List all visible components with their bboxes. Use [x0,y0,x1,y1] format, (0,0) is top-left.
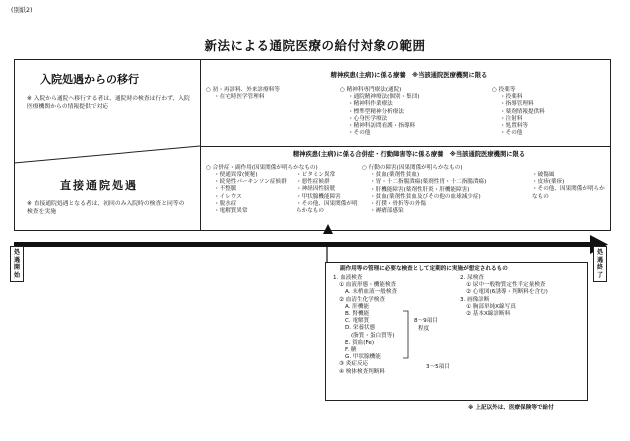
tests-box-title: 副作用等の管理に必要な検査として定期的に実施が想定されるもの [340,266,508,272]
comorbid-col1-title: ○ 合併症・副作用(因果関係が明らかなもの) [206,165,318,171]
comorbid-item: ・ 打撲・骨折等の外傷 [362,201,486,208]
test-item: E. 貧血(Fe) [345,339,374,346]
comorbid-item: ・ 皮疹(薬疹) [532,179,608,186]
test-item: ② 心電図(6誘導・判断料を含む) [466,289,548,296]
comorbid-col2-title: ○ 行動の障害(因果関係が明らかなもの) [362,165,463,171]
test-item: (脂質・蛋白質等) [351,332,395,339]
comorbid-col-1a [214,172,287,215]
psych-col-2 [340,87,420,137]
comorbid-item: ・ 褥瘡部感染 [362,208,486,215]
test-item: ① 尿中一般物質定性半定量検査 [466,282,546,289]
psych-col3-item: ・ 注射料 [492,116,545,123]
psych-col-3 [492,87,545,137]
test-item: B. 腎機能 [345,311,370,318]
comorbid-item: ・ 神経因性膀胱 [296,186,358,193]
psych-col3-title: ○ 投薬等 [492,87,516,93]
test-item: ② 基本X線診断料 [466,311,511,318]
count-suffix: 程度 [418,326,430,332]
comorbid-item: ・ その他、因果関係が明らかなもの [296,201,358,215]
test-item: A. 肝機能 [345,303,370,310]
comorbid-item: ・ 貧血(薬剤性貧血) [362,172,486,179]
test-item: ① 胸部単純X線写真 [466,303,516,310]
direct-note: ※ 直接通院処遇となる者は、初回のみ入院時の検査と同等の検査を実施 [27,201,185,215]
test-item: ③ 炎症反応 [339,361,369,368]
tests-right-list [460,275,548,318]
test-item: ① 血液形態・機能検査 [339,282,397,289]
psych-col2-item: ・ 標準型精神分析療法 [340,109,420,116]
comorbid-item: ・ その他、因果関係が明らかなもの [532,186,608,200]
bracket-8-9 [402,310,414,360]
test-item: C. 電解質 [345,318,370,325]
comorbid-item: ・ 肝機能障害(薬剤性肝炎・肝機能障害) [362,187,486,194]
test-item: ② 血清生化学検査 [339,296,385,303]
count-3-5: 3～5項目 [426,364,450,370]
psych-col1-title: ○ 初・再診料、外来診療料等 [206,87,280,93]
psych-col2-item: ・ 精神科作業療法 [340,101,420,108]
psych-col-1 [206,87,280,101]
count-8-9: 8～9項目 [414,318,438,324]
psych-col3-item: ・ 投薬料 [492,94,545,101]
comorbid-section-header: 精神疾患(主病)に係る合併症・行動障害等に係る療養 ※当該通院医療機関に限る [292,151,526,158]
test-item: D. 栄養状態 [345,325,376,332]
transition-note: ※ 入院から通院へ移行する者は、通院時の検査は行わず、入院医療機関からの情報提供で対応 [27,96,190,110]
timeline-start-label: 処遇開始 [10,246,24,282]
psych-col3-item: ・ 薬剤情報提供料 [492,109,545,116]
psych-col2-item: ・ その他 [340,130,420,137]
transition-heading: 入院処遇からの移行 [40,73,139,86]
timeline-arrow [0,232,630,262]
comorbid-item: ・ 胃・十二指腸潰瘍(薬剤性胃・十二指腸潰瘍) [362,179,486,186]
timeline-end-label: 処遇終了 [593,246,607,282]
psych-col2-item: ・ 精神科訪問看護・指導料 [340,123,420,130]
comorbid-item: ・ 貧血(薬剤性貧血及びその他の血球減少症) [362,194,486,201]
page-title: 新法による通院医療の給付対象の範囲 [204,38,426,53]
tests-left-list [333,275,397,376]
comorbid-item: ・ ビタミン異常 [296,172,358,179]
test-item: 1. 血液検査 [333,275,363,281]
psych-col3-item: ・ 処置料等 [492,123,545,130]
connector-arrowhead [322,224,334,238]
comorbid-item: ・ 電解質異常 [214,208,287,215]
psych-col1-item: ・ 在宅時医学管理料 [206,94,280,101]
test-item: A. 末梢血液一般検査 [345,289,398,296]
comorbid-col-2 [362,165,486,215]
comorbid-item: ・ 便通異常(便秘) [214,172,287,179]
psych-col3-item: ・ その他 [492,130,545,137]
test-item: ④ 検体検査判断料 [339,368,385,375]
comorbid-item: ・ 不整脈 [214,186,287,193]
test-item: 2. 尿検査 [460,275,484,281]
test-item: G. 甲状腺機能 [345,354,381,361]
psych-section-header: 精神疾患(主病)に係る療養 ※当該通院医療機関に限る [330,72,488,79]
comorbid-item: ・ 悪性症候群 [296,179,358,186]
test-item: F. 糖 [345,347,357,354]
psych-col2-item: ・ 通院精神療法(個別・集団) [340,94,420,101]
psych-col2-item: ・ 心身医学療法 [340,116,420,123]
page-label: (別紙2) [11,7,33,14]
comorbid-item: ・ 破傷風 [532,172,608,179]
psych-col2-title: ○ 精神科専門療法(通院) [340,87,402,93]
comorbid-col-1b [296,172,358,215]
footnote: ※ 上記以外は、医療保険等で給付 [468,405,554,411]
test-item: 3. 画像診断 [460,296,490,303]
comorbid-item: ・ イレウス [214,194,287,201]
direct-heading: 直接通院処遇 [60,179,138,192]
comorbid-item: ・ 脱水症 [214,201,287,208]
comorbid-col-3 [532,172,608,201]
comorbid-item: ・ 甲状腺機能障害 [296,194,358,201]
psych-col3-item: ・ 指導管理料 [492,101,545,108]
comorbid-item: ・ 続発性パーキンソン症候群 [214,179,287,186]
horizontal-divider [200,146,611,147]
